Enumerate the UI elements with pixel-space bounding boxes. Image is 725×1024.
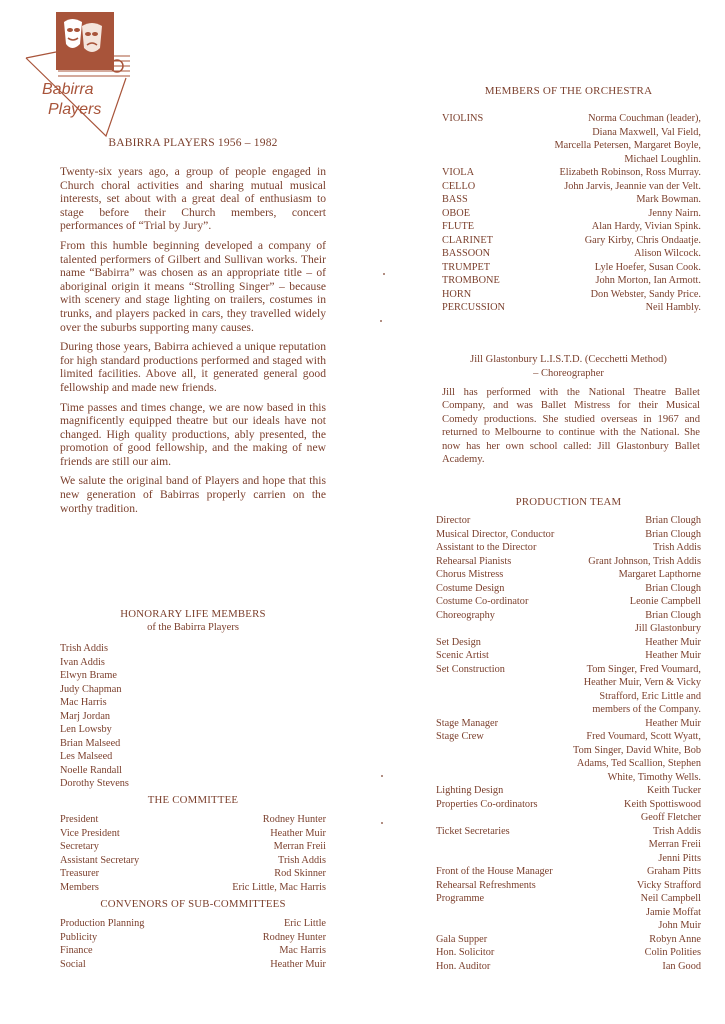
intro-paragraph: From this humble beginning developed a company of talented performers of Gilbert and Sullivan works. Their name “Babirra” was chosen as an appropriate title – of aboriginal origin it means “Strolling Singer” – because with scenery and stage lighting on trailers, costumes in trunks, and players packed in cars, they travelled widely over the suburbs supporting many causes. xyxy=(60,238,326,334)
person-name: Alison Wilcock. xyxy=(634,248,701,259)
person-name: Heather Muir xyxy=(645,717,701,729)
person-name: members of the Company. xyxy=(592,704,701,715)
honorary-member: Noelle Randall xyxy=(60,764,123,776)
role-label: Set Construction xyxy=(436,663,505,675)
person-names xyxy=(647,865,701,879)
role-label: Social xyxy=(60,958,86,970)
person-names xyxy=(595,274,701,288)
person-names xyxy=(630,595,701,609)
person-names xyxy=(645,717,701,731)
person-name: Heather Muir, Vern & Vicky xyxy=(583,677,701,688)
convenors-list xyxy=(60,917,326,971)
person-names xyxy=(555,112,701,166)
roster-row xyxy=(436,946,701,960)
person-names xyxy=(564,180,701,194)
roster-row xyxy=(436,892,701,933)
person-name: Mark Bowman. xyxy=(636,194,701,205)
honorary-member: Les Malseed xyxy=(60,751,113,762)
person-names xyxy=(647,784,701,798)
person-name: Rodney Hunter xyxy=(262,814,326,825)
person-name: Margaret Lapthorne xyxy=(618,569,701,580)
person-name: Marcella Petersen, Margaret Boyle, xyxy=(554,140,701,151)
person-name: Heather Muir xyxy=(270,958,326,970)
roster-row xyxy=(436,798,701,825)
role-label: VIOLA xyxy=(442,167,475,178)
role-label: OBOE xyxy=(442,207,471,219)
honorary-title: HONORARY LIFE MEMBERS xyxy=(120,608,266,620)
roster-row xyxy=(442,274,701,288)
role-label: CLARINET xyxy=(442,234,493,246)
role-label: Secretary xyxy=(60,841,99,852)
roster-row xyxy=(436,582,701,596)
roster-row xyxy=(436,528,701,542)
person-name: Keith Spottiswood xyxy=(624,798,701,810)
person-name: Brian Clough xyxy=(645,582,701,594)
person-name: Jenny Nairn. xyxy=(648,207,701,219)
person-names xyxy=(645,528,701,542)
masks-icon xyxy=(22,8,132,138)
person-names xyxy=(662,960,701,974)
person-name: Merran Freii xyxy=(648,839,701,850)
person-name: Graham Pitts xyxy=(646,866,701,877)
roster-row xyxy=(60,944,326,958)
person-name: John Jarvis, Jeannie van der Velt. xyxy=(564,180,701,192)
person-name: Diana Maxwell, Val Field, xyxy=(592,126,701,138)
person-name: Alan Hardy, Vivian Spink. xyxy=(591,221,701,232)
person-name: Michael Loughlin. xyxy=(624,153,701,165)
role-label: Lighting Design xyxy=(436,785,504,796)
roster-row xyxy=(436,784,701,798)
role-label: Director xyxy=(436,515,471,526)
roster-row xyxy=(436,730,701,784)
person-name: Robyn Anne xyxy=(649,933,701,945)
committee-list xyxy=(60,813,326,894)
role-label: Gala Supper xyxy=(436,933,488,945)
roster-row xyxy=(436,595,701,609)
person-name: Mac Harris xyxy=(279,945,326,956)
roster-row xyxy=(442,234,701,248)
role-label: Finance xyxy=(60,945,93,956)
fold-mark xyxy=(381,775,383,777)
roster-row xyxy=(436,514,701,528)
roster-row xyxy=(442,207,701,221)
role-label: President xyxy=(60,814,99,825)
roster-row xyxy=(436,960,701,974)
role-label: Stage Manager xyxy=(436,717,499,729)
person-name: White, Timothy Wells. xyxy=(607,771,701,783)
person-names xyxy=(592,220,701,234)
person-name: Lyle Hoefer, Susan Cook. xyxy=(594,261,701,273)
person-names xyxy=(649,825,701,866)
roster-row xyxy=(60,867,326,881)
role-label: Musical Director, Conductor xyxy=(436,528,555,540)
person-names xyxy=(645,514,701,528)
honorary-member: Elwyn Brame xyxy=(60,670,117,681)
committee-title: THE COMMITTEE xyxy=(147,794,239,806)
roster-row xyxy=(436,568,701,582)
roster-row xyxy=(442,180,701,194)
role-label: PERCUSSION xyxy=(442,302,505,313)
person-names xyxy=(584,663,701,717)
person-names xyxy=(653,541,701,555)
roster-row xyxy=(436,541,701,555)
person-name: Eric Little xyxy=(283,918,326,929)
roster-row xyxy=(60,881,326,895)
role-label: TRUMPET xyxy=(442,261,491,273)
intro-text xyxy=(60,165,326,521)
roster-row xyxy=(436,717,701,731)
role-label: Rehearsal Pianists xyxy=(436,555,512,567)
person-name: Heather Muir xyxy=(645,636,701,648)
role-label: CELLO xyxy=(442,180,476,192)
person-name: Brian Clough xyxy=(645,609,701,621)
person-name: Jenni Pitts xyxy=(658,852,701,864)
person-names xyxy=(591,288,701,302)
role-label: BASSOON xyxy=(442,248,491,259)
person-name: Don Webster, Sandy Price. xyxy=(590,288,701,300)
honorary-member: Judy Chapman xyxy=(60,683,122,695)
honorary-member: Mac Harris xyxy=(60,697,107,708)
roster-row xyxy=(442,220,701,234)
person-names xyxy=(645,582,701,596)
role-label: HORN xyxy=(442,288,472,300)
roster-row xyxy=(436,609,701,636)
role-label: Assistant to the Director xyxy=(436,542,537,553)
honorary-member: Dorothy Stevens xyxy=(60,778,129,789)
person-names xyxy=(636,193,701,207)
person-name: Rod Skinner xyxy=(274,868,326,879)
roster-row xyxy=(442,247,701,261)
role-label: Hon. Auditor xyxy=(436,960,491,972)
intro-paragraph: Twenty-six years ago, a group of people engaged in Church choral activities and sharing mutual musical interests, set about with a great deal of enthusiasm to stage before their Church members, concert performances of “Trial by Jury”. xyxy=(60,165,326,233)
person-name: Elizabeth Robinson, Ross Murray. xyxy=(559,167,701,178)
person-name: Tom Singer, Fred Voumard, xyxy=(586,663,701,675)
person-name: Jamie Moffat xyxy=(646,906,701,918)
role-label: Costume Co-ordinator xyxy=(436,596,529,607)
intro-paragraph: During those years, Babirra achieved a unique reputation for high standard productions performed and staged with limited facilities. Above all, it generated general good fellowship and made new friends. xyxy=(60,340,326,394)
person-names xyxy=(648,207,701,221)
babirra-logo xyxy=(22,8,132,138)
roster-row xyxy=(436,825,701,866)
fold-mark xyxy=(380,320,382,322)
person-names xyxy=(634,247,701,261)
orchestra-list xyxy=(442,112,701,315)
role-label: Vice President xyxy=(60,827,120,839)
roster-row xyxy=(60,931,326,945)
person-name: Keith Tucker xyxy=(646,785,701,796)
role-label: Choreography xyxy=(436,609,495,621)
person-name: Eric Little, Mac Harris xyxy=(232,881,326,893)
roster-row xyxy=(436,865,701,879)
role-label: Set Design xyxy=(436,636,481,648)
person-names xyxy=(595,261,701,275)
person-name: Trish Addis xyxy=(653,825,701,837)
person-names xyxy=(624,798,701,825)
honorary-member: Trish Addis xyxy=(60,643,108,654)
person-name: Brian Clough xyxy=(645,528,701,540)
person-name: Vicky Strafford xyxy=(636,879,701,891)
person-names xyxy=(641,892,701,933)
person-name: Grant Johnson, Trish Addis xyxy=(588,555,701,567)
person-names xyxy=(588,555,701,569)
roster-row xyxy=(442,261,701,275)
choreographer-bio: Jill has performed with the National Theatre Ballet Company, and was Ballet Mistress for their Musical Comedy productions. She studied overseas in 1967 and returned to Melbourne to continue with the National. She now has her own school called: Jill Glastonbury Ballet Academy. xyxy=(442,387,700,466)
role-label: Chorus Mistress xyxy=(436,569,504,580)
choreographer-title: Jill Glastonbury L.I.S.T.D. (Cecchetti Method) xyxy=(470,354,667,365)
person-name: Neil Campbell xyxy=(640,893,701,904)
roster-row xyxy=(442,166,701,180)
role-label: Stage Crew xyxy=(436,731,484,742)
person-name: Merran Freii xyxy=(273,841,326,852)
roster-row xyxy=(442,112,701,166)
intro-title: BABIRRA PLAYERS 1956 – 1982 xyxy=(108,137,278,149)
person-name: Fred Voumard, Scott Wyatt, xyxy=(586,731,701,742)
fold-mark xyxy=(383,273,385,275)
role-label: Publicity xyxy=(60,931,98,943)
person-names xyxy=(649,933,701,947)
role-label: VIOLINS xyxy=(442,113,484,124)
person-names xyxy=(619,568,701,582)
person-name: John Morton, Ian Armott. xyxy=(595,275,701,286)
roster-row xyxy=(436,636,701,650)
person-names xyxy=(646,301,701,315)
person-names xyxy=(573,730,701,784)
roster-row xyxy=(60,840,326,854)
honorary-member: Marj Jordan xyxy=(60,710,111,722)
roster-row xyxy=(436,933,701,947)
convenors-title: CONVENORS OF SUB-COMMITTEES xyxy=(100,898,286,910)
roster-row xyxy=(442,193,701,207)
honorary-member: Brian Malseed xyxy=(60,737,121,749)
role-label: Treasurer xyxy=(60,868,100,879)
roster-row xyxy=(60,917,326,931)
person-names xyxy=(585,234,701,248)
honorary-list xyxy=(60,642,326,791)
person-name: Jill Glastonbury xyxy=(634,623,701,634)
role-label: Programme xyxy=(436,893,485,904)
roster-row xyxy=(60,813,326,827)
person-names xyxy=(560,166,701,180)
person-name: Ian Good xyxy=(662,960,701,972)
choreographer-subtitle: – Choreographer xyxy=(533,368,604,379)
role-label: Assistant Secretary xyxy=(60,854,140,866)
role-label: Rehearsal Refreshments xyxy=(436,879,536,891)
role-label: TROMBONE xyxy=(442,275,500,286)
roster-row xyxy=(442,288,701,302)
person-name: Colin Polities xyxy=(644,947,701,958)
person-name: Geoff Fletcher xyxy=(640,812,701,823)
person-name: Adams, Ted Scallion, Stephen xyxy=(576,758,701,769)
roster-row xyxy=(60,854,326,868)
person-name: Brian Clough xyxy=(645,515,701,526)
svg-text:Babirra: Babirra xyxy=(42,81,94,98)
person-name: Trish Addis xyxy=(653,542,701,553)
person-name: Leonie Campbell xyxy=(629,596,701,607)
person-name: Gary Kirby, Chris Ondaatje. xyxy=(584,234,701,246)
person-name: Norma Couchman (leader), xyxy=(588,113,701,124)
production-list xyxy=(436,514,701,973)
production-title: PRODUCTION TEAM xyxy=(515,496,622,508)
person-name: Strafford, Eric Little and xyxy=(599,690,701,702)
role-label: Hon. Solicitor xyxy=(436,947,495,958)
svg-text:Players: Players xyxy=(48,101,102,118)
person-name: Trish Addis xyxy=(278,854,326,866)
role-label: Front of the House Manager xyxy=(436,866,553,877)
honorary-member: Len Lowsby xyxy=(60,724,112,735)
roster-row xyxy=(442,301,701,315)
person-names xyxy=(645,649,701,663)
person-name: Tom Singer, David White, Bob xyxy=(573,744,701,756)
role-label: BASS xyxy=(442,194,468,205)
roster-row xyxy=(436,649,701,663)
role-label: Production Planning xyxy=(60,918,145,929)
person-names xyxy=(645,636,701,650)
honorary-subtitle: of the Babirra Players xyxy=(147,622,239,633)
person-names xyxy=(635,609,701,636)
intro-paragraph: We salute the original band of Players and hope that this new generation of Babirras properly carrien on the worthy tradition. xyxy=(60,474,326,515)
honorary-member: Ivan Addis xyxy=(60,656,105,668)
person-name: Heather Muir xyxy=(645,650,701,661)
role-label: Ticket Secretaries xyxy=(436,825,510,837)
roster-row xyxy=(60,827,326,841)
roster-row xyxy=(60,958,326,972)
person-name: John Muir xyxy=(658,920,701,931)
role-label: Members xyxy=(60,881,99,893)
roster-row xyxy=(436,663,701,717)
person-names xyxy=(637,879,701,893)
person-names xyxy=(645,946,701,960)
roster-row xyxy=(436,879,701,893)
role-label: Scenic Artist xyxy=(436,650,489,661)
fold-mark xyxy=(381,822,383,824)
role-label: Properties Co-ordinators xyxy=(436,798,538,810)
intro-paragraph: Time passes and times change, we are now based in this magnificently equipped theatre but our ideals have not changed. High quality productions, ably presented, the promotion of good fellowship, and the making of new friends are still our aim. xyxy=(60,400,326,468)
person-name: Neil Hambly. xyxy=(645,302,701,313)
orchestra-title: MEMBERS OF THE ORCHESTRA xyxy=(484,85,653,97)
role-label: FLUTE xyxy=(442,221,475,232)
role-label: Costume Design xyxy=(436,582,505,594)
person-name: Rodney Hunter xyxy=(262,931,326,943)
person-name: Heather Muir xyxy=(270,827,326,839)
roster-row xyxy=(436,555,701,569)
